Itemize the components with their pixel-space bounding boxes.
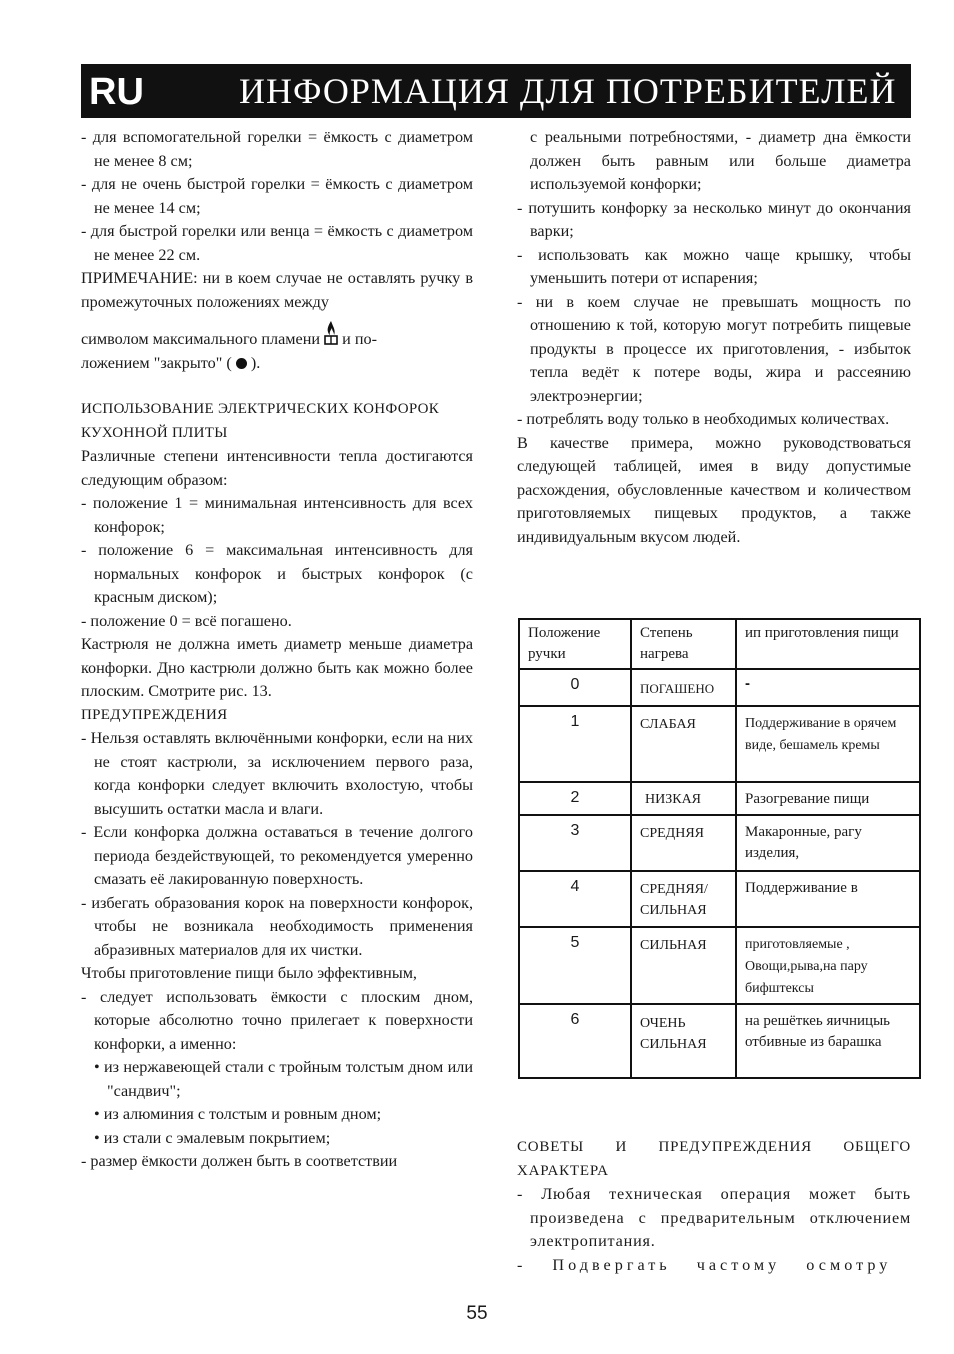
paragraph: Чтобы приготовление пищи было эффективным,	[81, 964, 417, 982]
table-cell-level: НИЗКАЯ	[631, 782, 736, 815]
table-header-row	[519, 619, 920, 669]
note-paragraph: ПРИМЕЧАНИЕ: ни в коем случае не оставлять ручку в промежуточных положениях между	[81, 269, 473, 311]
note-text: символом максимального пламени	[81, 330, 321, 348]
page-header	[81, 64, 911, 118]
note-text: ложением "закрыто" (	[81, 353, 232, 372]
table-cell-position: 1	[519, 706, 631, 782]
table-row	[519, 706, 920, 782]
list-item: - положение 0 = всё погашено.	[81, 611, 292, 630]
note-line	[81, 352, 473, 376]
sub-list-item: • из нержавеющей стали с тройным толстым дном или "сандвич";	[94, 1058, 473, 1100]
table-cell-level: ОЧЕНЬ СИЛЬНАЯ	[631, 1004, 736, 1078]
list-item: - для вспомогательной горелки = ёмкость с диаметром не менее 8 см;	[81, 128, 473, 170]
section-title: ПРЕДУПРЕЖДЕНИЯ	[81, 706, 228, 723]
table-cell-use: на решёткеь яичницыь отбивные из барашка	[736, 1004, 920, 1078]
table-cell-position: 0	[519, 669, 631, 706]
list-item: - потушить конфорку за несколько минут до окончания варки;	[517, 198, 911, 240]
section-title: СОВЕТЫ И ПРЕДУПРЕЖДЕНИЯ ОБЩЕГО ХАРАКТЕРА	[517, 1139, 911, 1179]
paragraph: с реальными потребностями, - диаметр дна ёмкости должен быть равным или больше диаметра используемой конфорки;	[530, 128, 911, 193]
paragraph: В качестве примера, можно руководствоваться следующей таблицей, имея в виду допустимые расхождения, обусловленные качеством и количеством приготовляемых пищевых продуктов, а также индивидуальным вкусом людей.	[517, 433, 911, 546]
table-cell-use: Поддерживание в	[736, 871, 920, 927]
list-item: - ни в коем случае не превышать мощность по отношению к той, которую могут потребить пищевые продукты в процессе их приготовления, - избыток тепла ведёт к потере воды, жира и рассеянию электроэнергии;	[517, 292, 911, 405]
sub-list-item: • из алюминия с толстым и ровным дном;	[94, 1105, 382, 1123]
list-item: - Нельзя оставлять включёнными конфорки, если на них не стоят кастрюли, за исключением первого раза, когда конфорки следует включить вхолостую, чтобы высушить остатки масла и влаги.	[81, 729, 473, 818]
table-cell-use: Макаронные, рагу изделия,	[736, 815, 920, 871]
cooking-table	[518, 618, 921, 1079]
page-title: ИНФОРМАЦИЯ ДЛЯ ПОТРЕБИТЕЛЕЙ	[239, 71, 897, 111]
table-cell-position: 3	[519, 815, 631, 871]
list-item: - потреблять воду только в необходимых количествах.	[517, 410, 890, 428]
list-item: - Любая техническая операция может быть произведена с предварительным отключением электропитания.	[517, 1185, 911, 1250]
table-row	[519, 1004, 920, 1078]
table-row	[519, 871, 920, 927]
table-cell-use: Разогревание пищи	[736, 782, 920, 815]
paragraph: Кастрюля не должна иметь диаметр меньше диаметра конфорки. Дно кастрюли должно быть как можно более плоским. Смотрите рис. 13.	[81, 635, 473, 700]
max-flame-icon	[324, 320, 338, 346]
list-item: - для быстрой горелки или венца = ёмкость с диаметром не менее 22 см.	[81, 222, 473, 264]
list-item: - следует использовать ёмкости с плоским дном, которые абсолютно точно прилегает к поверхности конфорки, а именно:	[81, 987, 473, 1053]
section-title: ИСПОЛЬЗОВАНИЕ ЭЛЕКТРИЧЕСКИХ КОНФОРОК КУХОННОЙ ПЛИТЫ	[81, 401, 440, 441]
column-header: Степень нагрева	[631, 619, 736, 669]
general-advice-section	[517, 1136, 911, 1277]
list-item: - Подвергать частому осмотру	[517, 1255, 892, 1274]
list-item: - использовать как можно чаще крышку, чтобы уменьшить потери от испарения;	[517, 245, 911, 287]
table-cell-use: приготовляемые , Овощи,рыва,на пару бифштексы	[736, 927, 920, 1004]
paragraph: Различные степени интенсивности тепла достигаются следующим образом:	[81, 447, 473, 489]
note-text: и по-	[342, 330, 377, 348]
list-item: - Если конфорка должна оставаться в течение долгого периода бездействующей, то рекомендуется умеренно смазать её лакированную поверхность.	[81, 823, 473, 888]
table-cell-position: 5	[519, 927, 631, 1004]
table-cell-level: ПОГАШЕНО	[631, 669, 736, 706]
list-item: - положение 6 = максимальная интенсивность для нормальных конфорок и быстрых конфорок (с красным диском);	[81, 541, 473, 606]
list-item: - размер ёмкости должен быть в соответствии	[81, 1152, 398, 1170]
list-item: - для не очень быстрой горелки = ёмкость с диаметром не менее 14 см;	[81, 175, 473, 217]
page-number: 55	[466, 1303, 488, 1324]
table-cell-position: 6	[519, 1004, 631, 1078]
table-cell-position: 2	[519, 782, 631, 815]
table-cell-position: 4	[519, 871, 631, 927]
table-row	[519, 815, 920, 871]
column-header: Положение ручки	[519, 619, 631, 669]
table-row	[519, 782, 920, 815]
note-text: ).	[250, 353, 261, 372]
left-column	[81, 126, 473, 1174]
table-cell-level: СРЕДНЯЯ	[631, 815, 736, 871]
table-cell-level: СЛАБАЯ	[631, 706, 736, 782]
note-line	[81, 320, 473, 352]
column-header: ип приготовления пищи	[736, 619, 920, 669]
closed-position-icon	[236, 358, 247, 369]
table-row	[519, 669, 920, 706]
list-item: - положение 1 = минимальная интенсивность для всех конфорок;	[81, 494, 473, 536]
list-item: - избегать образования корок на поверхности конфорок, чтобы не возникала необходимость применения абразивных материалов для их чистки.	[81, 893, 473, 959]
table-cell-use: Поддерживание в орячем виде, бешамель кремы	[736, 706, 920, 782]
table-row	[519, 927, 920, 1004]
table-cell-use: -	[736, 669, 920, 706]
table-cell-level: СРЕДНЯЯ/ СИЛЬНАЯ	[631, 871, 736, 927]
sub-list-item: • из стали с эмалевым покрытием;	[94, 1128, 331, 1147]
right-column	[517, 126, 911, 549]
table-cell-level: СИЛЬНАЯ	[631, 927, 736, 1004]
language-code: RU	[89, 71, 144, 113]
